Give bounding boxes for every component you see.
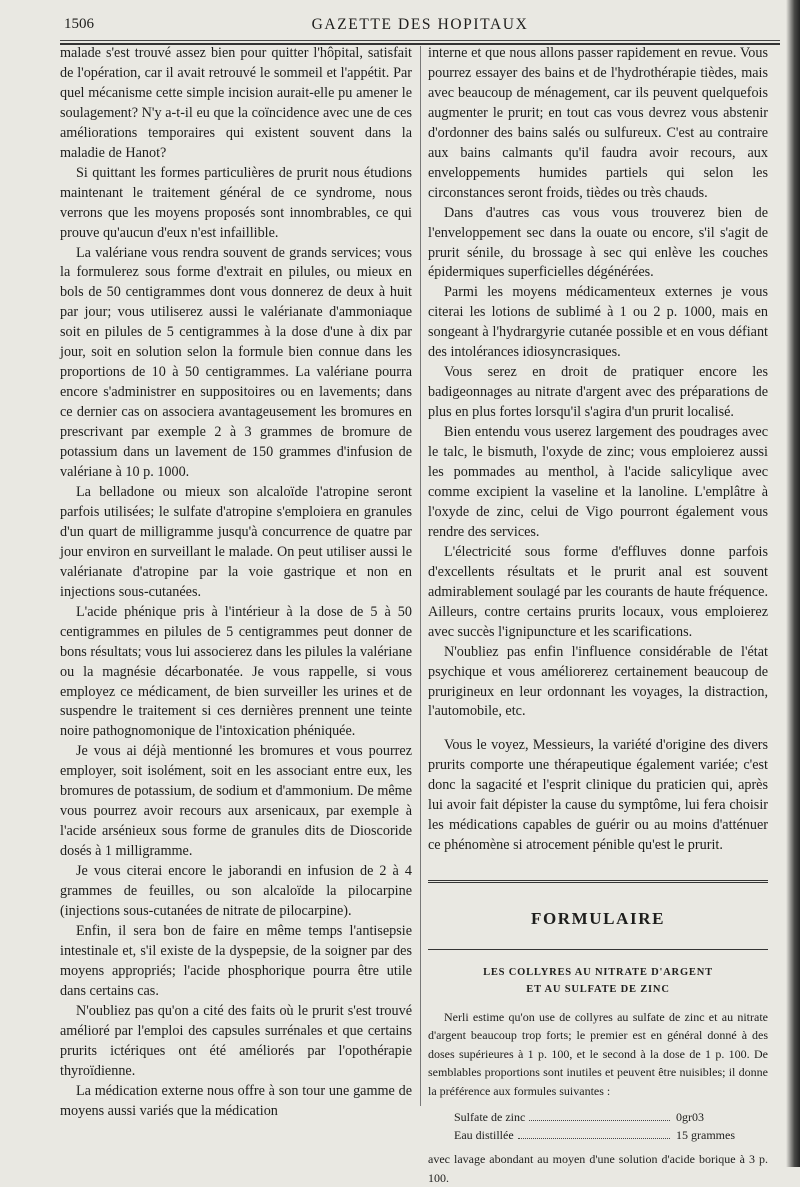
formulary-heading-line1: LES COLLYRES AU NITRATE D'ARGENT xyxy=(483,967,713,979)
recipe-ingredient: Sulfate de zinc xyxy=(454,1110,526,1125)
recipe-row xyxy=(428,1126,768,1144)
scan-edge-shadow xyxy=(786,0,800,1167)
paragraph: Je vous citerai encore le jaborandi en infusion de 2 à 4 grammes de feuilles, ou son alcaloïde la pilocarpine (injections sous-cutanées de nitrate de pilocarpine). xyxy=(60,863,412,919)
paragraph: malade s'est trouvé assez bien pour quitter l'hôpital, satisfait de l'opération, car il avait retrouvé le sommeil et l'appétit. Par quel mécanisme cette simple incision aurait-elle pu amener le soulagement? N'y a-t-il eu que la coïncidence avec une de ces améliorations temporaires qui existent souvent dans la maladie de Hanot? xyxy=(60,45,412,161)
paragraph: La valériane vous rendra souvent de grands services; vous la formulerez sous forme d'extrait en pilules, ou mieux en bols de 50 centigrammes dont vous donnerez de deux à huit par jour; vous utiliserez aussi le valérianate d'ammoniaque soit en pilules de 5 centigrammes à la dose d'une à dix par jour, soit en solution selon la formule bien connue dans les proportions de 10 à 50 centigrammes. La valériane pourra encore s'administrer en suppositoires ou en lavements; dans ce dernier cas on associera avantageusement les bromures en prescrivant par exemple 2 à 3 grammes de bromure de potassium dans un lavement de 150 grammes d'infusion de valériane à 10 p. 1000. xyxy=(60,244,412,481)
paragraph: Parmi les moyens médicamenteux externes je vous citerai les lotions de sublimé à 1 ou 2 p. 1000, mais en songeant à l'hydrargyrie cutanée possible et en vous défiant des intolérances idiosyncrasiques. xyxy=(428,284,768,361)
page-header xyxy=(64,14,776,36)
recipe-row xyxy=(428,1108,768,1126)
left-column xyxy=(60,44,412,1121)
recipe-quantity: 15 grammes xyxy=(676,1128,735,1143)
running-title: GAZETTE DES HOPITAUX xyxy=(311,16,529,33)
section-separator xyxy=(428,880,768,883)
formulary-intro: Nerli estime qu'on use de collyres au sulfate de zinc et au nitrate d'argent beaucoup trop forts; le premier est en général donné à des doses supérieures à 1 p. 100, et le second à la dose de 1 p. 100. De semblables proportions sont inutiles et peuvent être nuisibles; il donne la préférence aux formules suivantes : xyxy=(428,1010,768,1098)
header-rule xyxy=(60,40,780,41)
right-column xyxy=(428,44,768,1187)
paragraph: N'oubliez pas qu'on a cité des faits où le prurit s'est trouvé amélioré par l'emploi des capsules surrénales et que certains prurits ictériques ont été améliorés par l'opothérapie thyroïdienne. xyxy=(60,1002,412,1079)
paragraph: La belladone ou mieux son alcaloïde l'atropine seront parfois utilisées; le sulfate d'atropine s'emploiera en granules d'un quart de milligramme jusqu'à concurrence de quatre par jour environ en surveillant le malade. On peut utiliser aussi le valérianate d'atropine par la voie gastrique et non en injections sous-cutanées. xyxy=(60,483,412,600)
recipe-quantity: 0gr03 xyxy=(676,1110,704,1125)
formulary-heading xyxy=(428,964,768,998)
paragraph: Bien entendu vous userez largement des poudrages avec le talc, le bismuth, l'oxyde de zinc; vous emploierez aussi les pommades au menthol, à l'acide salicylique avec comme excipient la vaseline et la lanoline. L'emplâtre à l'oxyde de zinc, celui de Vigo pourront également vous rendre des services. xyxy=(428,424,768,540)
formulary-heading-line2: ET AU SULFATE DE ZINC xyxy=(526,984,670,996)
paragraph: interne et que nous allons passer rapidement en revue. Vous pourrez essayer des bains et de l'hydrothérapie tièdes, mais avec beaucoup de ménagement, car ils peuvent quelquefois augmenter le prurit; en tout cas vous devrez vous abstenir d'ordonner des bains salés ou sulfureux. C'est au contraire aux bains calmants qu'il faudra avoir recours, aux enveloppements humides partiels qui selon les circonstances seront froids, tièdes ou très chauds. xyxy=(428,45,768,201)
formulary-body xyxy=(428,1008,768,1187)
paragraph: L'électricité sous forme d'effluves donne parfois d'excellents résultats et le prurit anal est souvent admirablement soulagé par les courants de haute fréquence. Ailleurs, contre certains prurits locaux, vous emploierez avec succès l'ignipuncture et les scarifications. xyxy=(428,543,768,640)
paragraph: Je vous ai déjà mentionné les bromures et vous pourrez employer, soit isolément, soit en les associant entre eux, les bromures de potassium, de sodium et d'ammonium. De même vous pourrez avoir recours aux arsenicaux, par exemple à l'acide arsénieux sous forme de granules dits de Dioscoride dosés à 1 milligramme. xyxy=(60,743,412,860)
paragraph: Dans d'autres cas vous vous trouverez bien de l'enveloppement sec dans la ouate ou encore, s'il s'agit de prurit sénile, du brossage à sec qui enlève les couches épidermiques superficielles dégénérées. xyxy=(428,204,768,281)
right-column-paragraphs xyxy=(428,44,768,856)
paragraph: Vous serez en droit de pratiquer encore les badigeonnages au nitrate d'argent avec des préparations de plus en plus fortes lorsqu'il s'agira d'un prurit localisé. xyxy=(428,364,768,421)
paragraph: La médication externe nous offre à son tour une gamme de moyens aussi variés que la médication xyxy=(60,1082,412,1119)
section-title-rule xyxy=(428,949,768,950)
column-divider xyxy=(420,46,421,1106)
recipe-leader-dots xyxy=(529,1120,670,1121)
paragraph: Enfin, il sera bon de faire en même temps l'antisepsie intestinale et, s'il existe de la dyspepsie, de la soigner par des moyens appropriés; l'acide phosphorique pourra être utile dans certains cas. xyxy=(60,922,412,999)
paragraph: Si quittant les formes particulières de prurit nous étudions maintenant le traitement général de ce syndrome, nous verrons que les moyens proposés sont innombrables, ce qui prouve qu'aucun d'eux n'est infaillible. xyxy=(60,164,412,241)
formulary-closing: avec lavage abondant au moyen d'une solution d'acide borique à 3 p. 100. xyxy=(428,1152,768,1185)
paragraph: Vous le voyez, Messieurs, la variété d'origine des divers prurits comporte une thérapeutique également variée; c'est donc la sagacité et l'esprit clinique du praticien qui, après lui avoir fait dépister la cause du symptôme, lui fera choisir les médications capables de guérir ou au moins d'atténuer ce phénomène si atrocement pénible qu'est le prurit. xyxy=(428,737,768,854)
page-number: 1506 xyxy=(64,16,94,32)
recipe-leader-dots xyxy=(518,1138,670,1139)
recipe-table xyxy=(428,1108,768,1144)
section-title: FORMULAIRE xyxy=(530,909,666,929)
paragraph: L'acide phénique pris à l'intérieur à la dose de 5 à 50 centigrammes en pilules de 5 centigrammes peut donner de bons résultats; vous lui associerez dans les pilules la valériane ou la magnésie décarbonatée. Je vous rappelle, si vous employez ce médicament, de bien surveiller les urines et de suspendre le traitement si ces dernières prennent une teinte noire pathognomonique de l'intoxication phéniquée. xyxy=(60,603,412,740)
paragraph: N'oubliez pas enfin l'influence considérable de l'état psychique et vous améliorerez certainement beaucoup de prurigineux en leur ordonnant les voyages, la distraction, l'automobile, etc. xyxy=(428,643,768,720)
formulaire-section xyxy=(428,880,768,1187)
recipe-ingredient: Eau distillée xyxy=(454,1128,514,1143)
